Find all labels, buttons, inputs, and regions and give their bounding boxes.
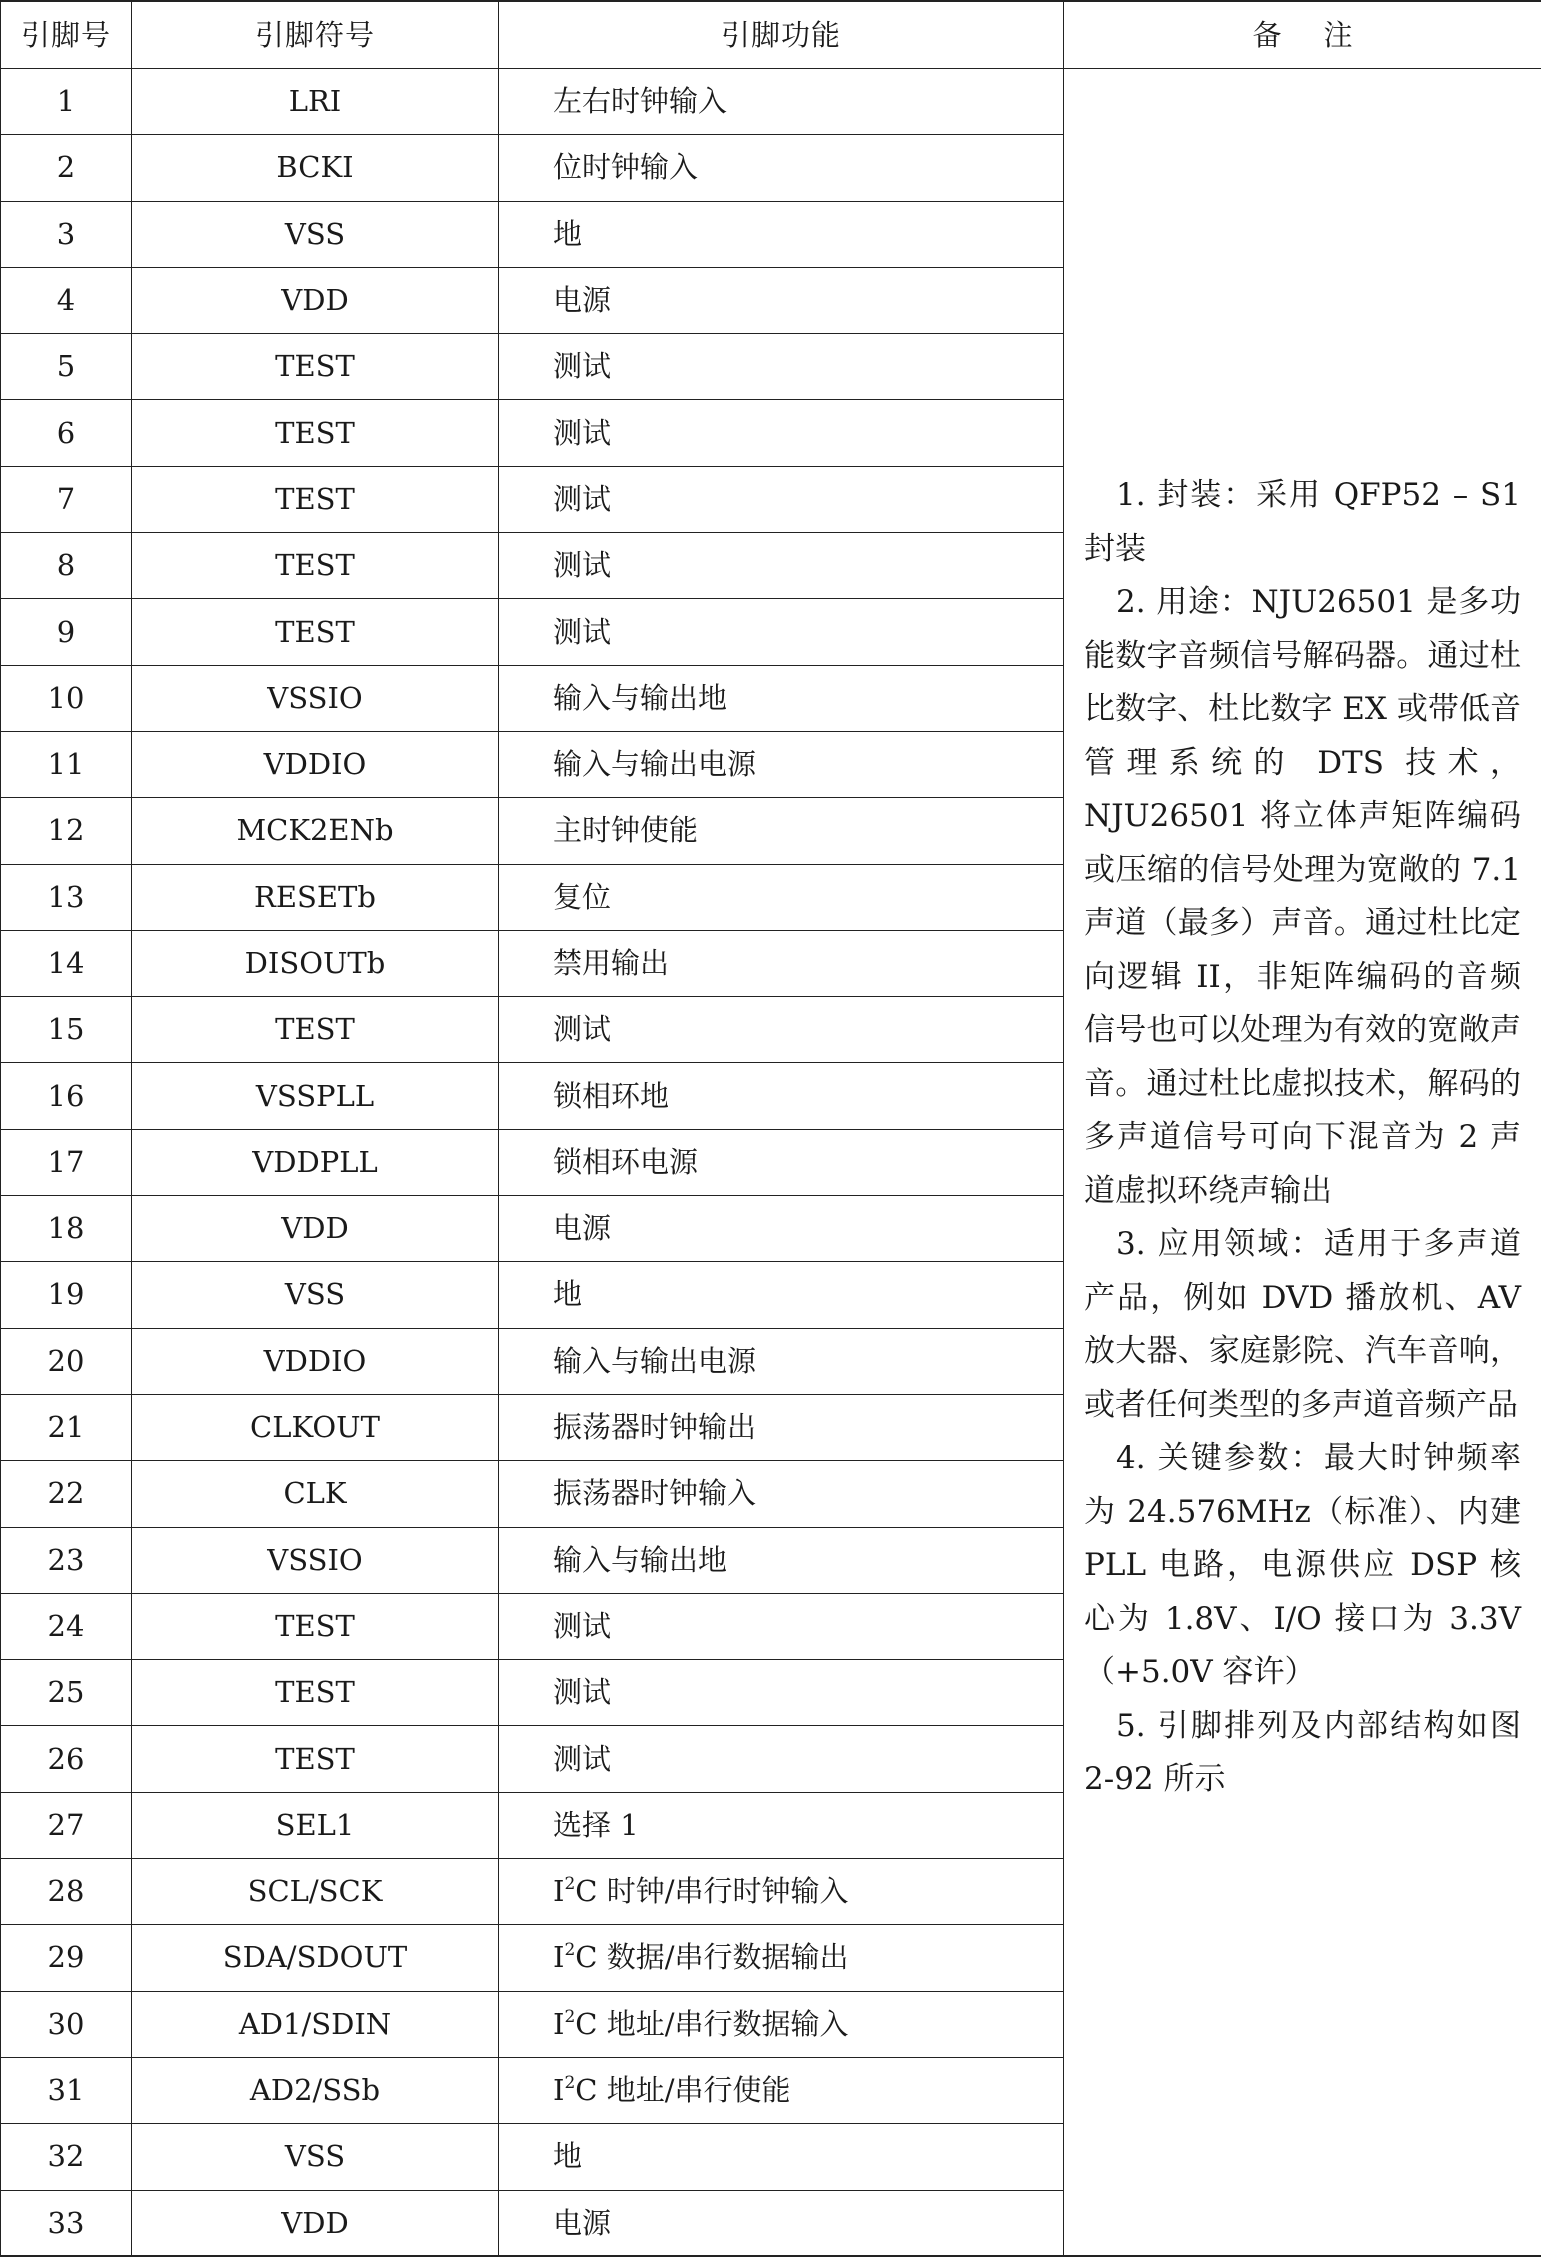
pin-function (499, 1991, 1064, 2057)
pin-function (499, 1925, 1064, 1991)
pin-symbol: TEST (132, 533, 499, 599)
pin-number: 17 (1, 1129, 132, 1195)
pin-function-text: C 地址/串行数据输入 (575, 2006, 849, 2041)
pin-number: 8 (1, 533, 132, 599)
pin-symbol: DISOUTb (132, 930, 499, 996)
pin-number: 9 (1, 599, 132, 665)
pin-symbol: TEST (132, 466, 499, 532)
pin-symbol: BCKI (132, 135, 499, 201)
pin-symbol: VSSIO (132, 665, 499, 731)
i2c-prefix: I (553, 1940, 565, 1975)
pin-number: 23 (1, 1527, 132, 1593)
table-row (1, 69, 1541, 135)
remark-paragraph: 4. 关键参数：最大时钟频率为 24.576MHz（标准）、内建 PLL 电路，电源供应 DSP 核心为 1.8V、I/O 接口为 3.3V（+5.0V 容许） (1084, 1440, 1521, 1690)
pin-symbol: VDD (132, 2190, 499, 2256)
pin-number: 3 (1, 201, 132, 267)
pin-number: 6 (1, 400, 132, 466)
pin-symbol: SDA/SDOUT (132, 1925, 499, 1991)
pin-symbol: CLK (132, 1461, 499, 1527)
pin-symbol: LRI (132, 69, 499, 135)
pin-symbol: RESETb (132, 864, 499, 930)
i2c-prefix: I (553, 2073, 565, 2108)
pin-function: 地 (499, 1262, 1064, 1328)
pin-function: 地 (499, 2124, 1064, 2190)
pin-function: 测试 (499, 400, 1064, 466)
pin-number: 22 (1, 1461, 132, 1527)
pin-function: 锁相环电源 (499, 1129, 1064, 1195)
table-body (1, 69, 1541, 2257)
pin-function-text: C 数据/串行数据输出 (575, 1940, 849, 1975)
pin-symbol: VDDPLL (132, 1129, 499, 1195)
pin-function: 测试 (499, 997, 1064, 1063)
pin-number: 31 (1, 2057, 132, 2123)
remark-block (1084, 69, 1521, 1807)
pin-function: 地 (499, 201, 1064, 267)
pin-symbol: VDD (132, 267, 499, 333)
pin-symbol: VDD (132, 1196, 499, 1262)
pin-function: 测试 (499, 466, 1064, 532)
pin-function: 禁用输出 (499, 930, 1064, 996)
pin-number: 26 (1, 1726, 132, 1792)
pin-function: 位时钟输入 (499, 135, 1064, 201)
header-remark: 备注 (1064, 1, 1541, 69)
pin-number: 4 (1, 267, 132, 333)
pin-symbol: MCK2ENb (132, 798, 499, 864)
pin-number: 19 (1, 1262, 132, 1328)
pin-function: 振荡器时钟输入 (499, 1461, 1064, 1527)
i2c-superscript: 2 (564, 2073, 576, 2094)
pin-number: 29 (1, 1925, 132, 1991)
pin-symbol: TEST (132, 1660, 499, 1726)
pin-number: 28 (1, 1859, 132, 1925)
header-pin-number: 引脚号 (1, 1, 132, 69)
pin-symbol: SCL/SCK (132, 1859, 499, 1925)
pin-symbol: CLKOUT (132, 1394, 499, 1460)
header-pin-symbol: 引脚符号 (132, 1, 499, 69)
header-pin-function: 引脚功能 (499, 1, 1064, 69)
pin-function: 输入与输出地 (499, 1527, 1064, 1593)
pin-symbol: VDDIO (132, 731, 499, 797)
pin-symbol: TEST (132, 400, 499, 466)
pin-number: 32 (1, 2124, 132, 2190)
pin-number: 30 (1, 1991, 132, 2057)
pin-symbol: AD1/SDIN (132, 1991, 499, 2057)
pin-function-text: C 地址/串行使能 (575, 2073, 791, 2108)
i2c-superscript: 2 (564, 2006, 576, 2027)
pin-function: 测试 (499, 334, 1064, 400)
pin-number: 5 (1, 334, 132, 400)
pin-number: 2 (1, 135, 132, 201)
pin-function: 电源 (499, 1196, 1064, 1262)
pin-number: 10 (1, 665, 132, 731)
pin-function: 电源 (499, 267, 1064, 333)
pin-number: 18 (1, 1196, 132, 1262)
pin-symbol: VSS (132, 201, 499, 267)
pin-function: 电源 (499, 2190, 1064, 2256)
pin-function: 左右时钟输入 (499, 69, 1064, 135)
pin-number: 25 (1, 1660, 132, 1726)
remark-cell (1064, 69, 1541, 2257)
i2c-superscript: 2 (564, 1940, 576, 1961)
pin-symbol: VSSPLL (132, 1063, 499, 1129)
pin-number: 24 (1, 1593, 132, 1659)
pin-number: 7 (1, 466, 132, 532)
pin-number: 16 (1, 1063, 132, 1129)
pin-function: 测试 (499, 1593, 1064, 1659)
pin-symbol: VSS (132, 1262, 499, 1328)
pin-function: 主时钟使能 (499, 798, 1064, 864)
pin-symbol: TEST (132, 997, 499, 1063)
pin-symbol: TEST (132, 1593, 499, 1659)
pin-function: 振荡器时钟输出 (499, 1394, 1064, 1460)
pin-function (499, 2057, 1064, 2123)
pin-function: 测试 (499, 1660, 1064, 1726)
pin-function: 测试 (499, 599, 1064, 665)
pin-function: 输入与输出电源 (499, 731, 1064, 797)
pin-number: 13 (1, 864, 132, 930)
pin-symbol: VSS (132, 2124, 499, 2190)
pin-number: 12 (1, 798, 132, 864)
pin-function: 输入与输出地 (499, 665, 1064, 731)
remark-paragraph: 5. 引脚排列及内部结构如图 2-92 所示 (1084, 1707, 1521, 1797)
pin-number: 33 (1, 2190, 132, 2256)
pin-number: 27 (1, 1792, 132, 1858)
i2c-superscript: 2 (564, 1874, 576, 1895)
pin-function: 测试 (499, 1726, 1064, 1792)
pin-function (499, 1859, 1064, 1925)
pin-number: 20 (1, 1328, 132, 1394)
pin-number: 1 (1, 69, 132, 135)
pin-function: 选择 1 (499, 1792, 1064, 1858)
pin-number: 21 (1, 1394, 132, 1460)
remark-paragraph: 1. 封装：采用 QFP52 – S1 封装 (1084, 477, 1521, 567)
remark-paragraph: 2. 用途：NJU26501 是多功能数字音频信号解码器。通过杜比数字、杜比数字 EX 或带低音管理系统的 DTS 技术，NJU26501 将立体声矩阵编码或压缩的信号处理为宽敞的 7.1 声道（最多）声音。通过杜比定向逻辑 II，非矩阵编码的音频信号也可以处理为有效的宽敞声音。通过杜比虚拟技术，解码的多声道信号可向下混音为 2 声道虚拟环绕声输出 (1084, 584, 1521, 1209)
pin-symbol: TEST (132, 1726, 499, 1792)
pin-function: 复位 (499, 864, 1064, 930)
header-row (1, 1, 1541, 69)
pin-function: 锁相环地 (499, 1063, 1064, 1129)
pin-number: 11 (1, 731, 132, 797)
pin-function-text: C 时钟/串行时钟输入 (575, 1874, 849, 1909)
pin-symbol: TEST (132, 599, 499, 665)
pin-function: 测试 (499, 533, 1064, 599)
remark-paragraph: 3. 应用领域：适用于多声道产品，例如 DVD 播放机、AV 放大器、家庭影院、汽车音响，或者任何类型的多声道音频产品 (1084, 1226, 1521, 1423)
pin-symbol: SEL1 (132, 1792, 499, 1858)
pin-symbol: TEST (132, 334, 499, 400)
pin-symbol: VSSIO (132, 1527, 499, 1593)
pin-symbol: VDDIO (132, 1328, 499, 1394)
pin-symbol: AD2/SSb (132, 2057, 499, 2123)
i2c-prefix: I (553, 2006, 565, 2041)
pin-number: 15 (1, 997, 132, 1063)
pin-number: 14 (1, 930, 132, 996)
pin-function: 输入与输出电源 (499, 1328, 1064, 1394)
i2c-prefix: I (553, 1874, 565, 1909)
